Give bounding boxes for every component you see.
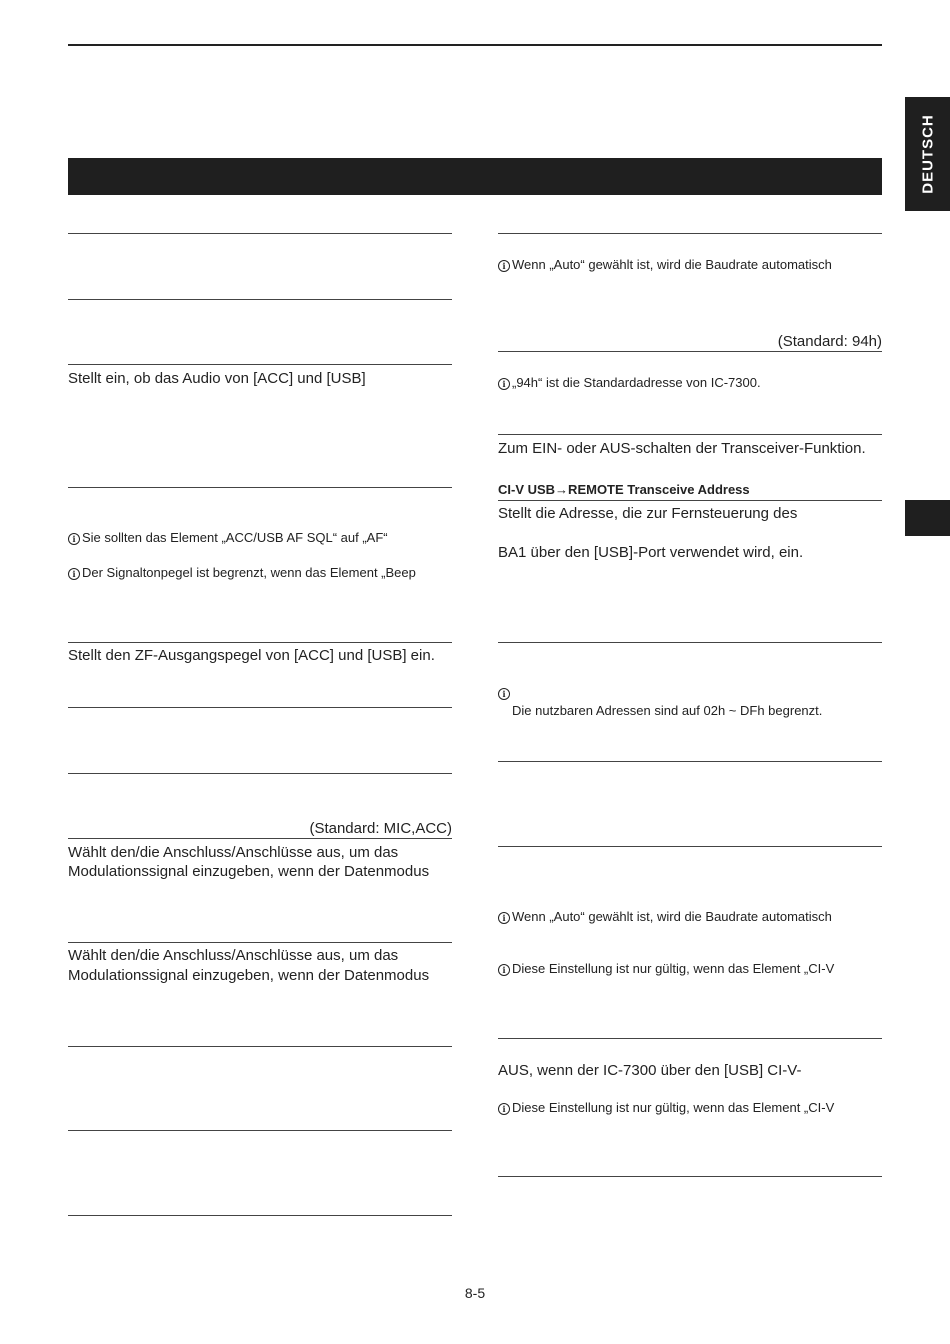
note-94h-default-address bbox=[498, 375, 761, 391]
info-icon: i bbox=[68, 568, 80, 580]
chapter-tab-marker bbox=[905, 500, 950, 536]
info-icon: i bbox=[498, 912, 510, 924]
note-acc-usb-af-sql bbox=[68, 530, 388, 546]
right-rule-6 bbox=[498, 761, 882, 762]
left-rule-11 bbox=[68, 1130, 452, 1131]
right-rule-5 bbox=[498, 642, 882, 643]
note-text: Sie sollten das Element „ACC/USB AF SQL“ auf „AF“ bbox=[82, 530, 388, 545]
right-rule-7 bbox=[498, 846, 882, 847]
data-mod-description-line1: Wählt den/die Anschluss/Anschlüsse aus, um das bbox=[68, 844, 399, 861]
transceive-description: Zum EIN- oder AUS-schalten der Transceiver-Funktion. bbox=[498, 440, 866, 457]
left-rule-3 bbox=[68, 364, 452, 365]
left-rule-4 bbox=[68, 487, 452, 488]
remote-address-description-line2: BA1 über den [USB]-Port verwendet wird, ein. bbox=[498, 544, 804, 561]
remote-address-description-line1: Stellt die Adresse, die zur Fernsteuerung des bbox=[498, 505, 798, 522]
data-mod-description2-line1: Wählt den/die Anschluss/Anschlüsse aus, um das bbox=[68, 947, 399, 964]
if-output-level-description: Stellt den ZF-Ausgangspegel von [ACC] und [USB] ein. bbox=[68, 647, 435, 664]
right-rule-2 bbox=[498, 351, 882, 352]
note-usable-addresses bbox=[498, 685, 512, 701]
right-rule-1 bbox=[498, 233, 882, 234]
info-icon: i bbox=[498, 688, 510, 700]
note-beep-level bbox=[68, 565, 416, 581]
usable-addresses-text: Die nutzbaren Adressen sind auf 02h ~ DFh begrenzt. bbox=[512, 703, 823, 718]
right-rule-8 bbox=[498, 1038, 882, 1039]
left-rule-10 bbox=[68, 1046, 452, 1047]
remote-transceive-address-heading: CI-V USB→REMOTE Transceive Address bbox=[498, 482, 750, 497]
language-tab bbox=[905, 97, 950, 211]
default-value-mic-acc: (Standard: MIC,ACC) bbox=[309, 820, 452, 837]
note-text: Wenn „Auto“ gewählt ist, wird die Baudrate automatisch bbox=[512, 257, 832, 272]
language-tab-label: DEUTSCH bbox=[919, 114, 936, 194]
info-icon: i bbox=[68, 533, 80, 545]
left-rule-9 bbox=[68, 942, 452, 943]
right-rule-3 bbox=[498, 434, 882, 435]
right-rule-9 bbox=[498, 1176, 882, 1177]
note-text: Diese Einstellung ist nur gültig, wenn das Element „CI-V bbox=[512, 961, 835, 976]
left-rule-5 bbox=[68, 642, 452, 643]
aus-description: AUS, wenn der IC-7300 über den [USB] CI-V- bbox=[498, 1062, 802, 1079]
data-mod-description2-line2: Modulationssignal einzugeben, wenn der Datenmodus bbox=[68, 967, 430, 984]
info-icon: i bbox=[498, 260, 510, 272]
info-icon: i bbox=[498, 964, 510, 976]
default-value-94h: (Standard: 94h) bbox=[777, 333, 882, 350]
note-civ-setting-1 bbox=[498, 961, 834, 977]
acc-usb-audio-description: Stellt ein, ob das Audio von [ACC] und [USB] bbox=[68, 370, 366, 387]
left-rule-6 bbox=[68, 707, 452, 708]
note-text: Der Signaltonpegel ist begrenzt, wenn das Element „Beep bbox=[82, 565, 416, 580]
info-icon: i bbox=[498, 1103, 510, 1115]
note-text: Diese Einstellung ist nur gültig, wenn das Element „CI-V bbox=[512, 1100, 835, 1115]
left-rule-1 bbox=[68, 233, 452, 234]
left-rule-8 bbox=[68, 838, 452, 839]
info-icon: i bbox=[498, 378, 510, 390]
note-auto-baudrate bbox=[498, 257, 832, 273]
note-auto-baudrate-2 bbox=[498, 909, 832, 925]
note-text: Wenn „Auto“ gewählt ist, wird die Baudrate automatisch bbox=[512, 909, 832, 924]
left-rule-2 bbox=[68, 299, 452, 300]
top-rule bbox=[68, 44, 882, 46]
right-rule-4 bbox=[498, 500, 882, 501]
left-rule-12 bbox=[68, 1215, 452, 1216]
data-mod-description-line2: Modulationssignal einzugeben, wenn der Datenmodus bbox=[68, 863, 430, 880]
note-civ-setting-2 bbox=[498, 1100, 834, 1116]
left-rule-7 bbox=[68, 773, 452, 774]
page-number: 8-5 bbox=[464, 1285, 486, 1301]
section-header-bar bbox=[68, 158, 882, 195]
note-text: „94h“ ist die Standardadresse von IC-7300. bbox=[512, 375, 761, 390]
